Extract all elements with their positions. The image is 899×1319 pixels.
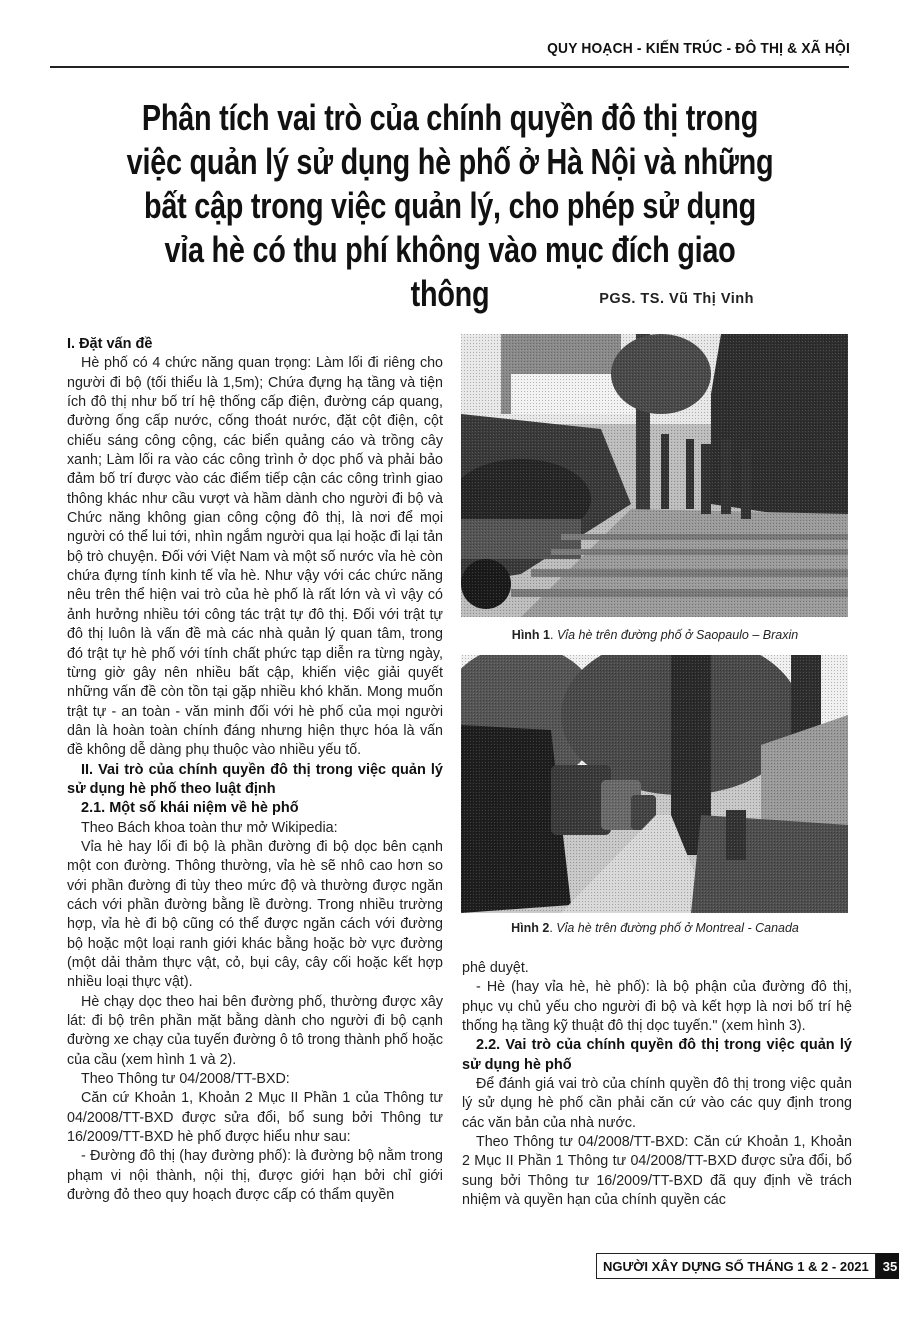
article-title: Phân tích vai trò của chính quyền đô thị trong việc quản lý sử dụng hè phố ở Hà Nội và những bất cập trong việc quản lý, cho phép sử dụng vỉa hè có thu phí không vào mục đích giao thông — [126, 97, 774, 314]
paragraph: phê duyệt. — [462, 960, 529, 976]
heading-section-1: I. Đặt vấn đề — [67, 336, 153, 352]
paragraph: Theo Thông tư 04/2008/TT-BXD: — [81, 1071, 290, 1088]
paragraph: Hè phố có 4 chức năng quan trọng: Làm lối đi riêng cho người đi bộ (tối thiểu là 1,5m); Chứa đựng hạ tầng và tiện ích đô thị như bố trí hệ thống cấp điện, đường cáp quang, đường ống cấp nước, cống thoát nước, đặt cột điện, cột chiếu sáng công cộng, các biển quảng cáo và trồng cây xanh; Làm lối ra vào các công trình ở dọc phố và phải bảo đảm bố trí được vào các điểm tiếp cận các công trình giao thông khác như cầu vượt và hầm dành cho người đi bộ và Chức năng không gian công cộng đô thị, là nơi để mọi người có thể lui tới, nhìn ngắm người qua lại hoặc đi lại tản bộ trò chuyện. Đối với Việt Nam và một số nước vỉa hè còn chứa đựng tính kinh tế vỉa hè. Như vậy với các chức năng nêu trên thể hiện vai trò của hè phố là rất lớn và vì vậy có ảnh hưởng nhiều tới công tác trật tự đô thị. Đối với trật tự đô thị luôn là vấn đề mà các nhà quản lý quan tâm, trong đó trật tự hè phố với tính chất phức tạp diễn ra từng ngày, từng giờ gây nên nhiều bất cập, khiến việc giải quyết những vấn đề còn tồn tại gặp nhiều khó khăn. Mong muốn trật tự - an toàn - văn minh đối với hè phố của mọi người dân là hoàn toàn chính đáng nhưng hiện thực hóa là vấn đề không dễ dàng phụ thuộc vào nhiều yếu tố. — [67, 355, 443, 759]
left-column — [67, 335, 443, 1205]
heading-subsection-2-1: 2.1. Một số khái niệm về hè phố — [81, 800, 299, 817]
right-column — [462, 959, 852, 1210]
figure-caption-text: Vỉa hè trên đường phố ở Saopaulo – Braxin — [556, 628, 799, 642]
figure-1-photo — [461, 334, 848, 617]
figure-caption-text: Vỉa hè trên đường phố ở Montreal - Canada — [556, 921, 799, 935]
section-header: QUY HOẠCH - KIẾN TRÚC - ĐÔ THỊ & XÃ HỘI — [547, 40, 850, 57]
tree-lined-sidewalk-image — [461, 655, 848, 913]
figure-2-photo — [461, 655, 848, 913]
paragraph: Căn cứ Khoản 1, Khoản 2 Mục II Phần 1 của Thông tư 04/2008/TT-BXD được sửa đổi, bổ sung bởi Thông tư 16/2009/TT-BXD hè phố được hiểu như sau: — [67, 1090, 443, 1146]
paragraph: Vỉa hè hay lối đi bộ là phần đường đi bộ dọc bên cạnh một con đường. Thông thường, vỉa hè sẽ nhô cao hơn so với phần đường đi tùy theo mức độ và thường được ngăn cách với phần đường bằng lề đường. Trong nhiều trường hợp, vỉa hè đi bộ cũng có thể được ngăn cách với đường bộ hoặc một loại ranh giới khác bằng hoặc bờ vực đường (một dải thảm thực vật, cỏ, bụi cây, cây cối hoặc kết hợp nhiều loại thực vật). — [67, 838, 443, 991]
figure-number: Hình 1 — [511, 628, 550, 642]
paragraph: Theo Thông tư 04/2008/TT-BXD: Căn cứ Khoản 1, Khoản 2 Mục II Phần 1 Thông tư 04/2008/TT-BXD được sửa đổi, bổ sung bởi Thông tư 16/2009/TT-BXD đã quy định về trách nhiệm và quyền hạn của chính quyền các — [462, 1134, 852, 1209]
header-divider — [50, 66, 849, 68]
page-number: 35 — [876, 1253, 899, 1279]
article-author: PGS. TS. Vũ Thị Vinh — [599, 291, 754, 307]
paragraph: Hè chạy dọc theo hai bên đường phố, thường được xây lát: đi bộ trên phần mặt bằng dành cho người đi bộ cạnh đường xe chạy của tuyến đường ô tô trong thành phố hoặc của cầu (xem hình 1 và 2). — [67, 993, 443, 1068]
page-footer — [596, 1253, 899, 1279]
figure-number: Hình 2 — [511, 921, 550, 935]
heading-subsection-2-2: 2.2. Vai trò của chính quyền đô thị trong việc quản lý sử dụng hè phố — [462, 1037, 852, 1073]
figure-2-caption: Hình 2. Vỉa hè trên đường phố ở Montreal - Canada — [511, 921, 799, 935]
paragraph: - Đường đô thị (hay đường phố): là đường bộ nằm trong phạm vi nội thành, nội thị, được giới hạn bởi chỉ giới đường đỏ theo quy hoạch được cấp có thẩm quyền — [67, 1148, 443, 1204]
sidewalk-photo-image — [461, 334, 848, 617]
paragraph: - Hè (hay vỉa hè, hè phố): là bộ phận của đường đô thị, phục vụ chủ yếu cho người đi bộ và kết hợp là nơi bố trí hệ thống hạ tầng kỹ thuật đô thị dọc tuyến." (xem hình 3). — [462, 979, 852, 1035]
figure-1-caption: Hình 1. Vỉa hè trên đường phố ở Saopaulo – Braxin — [511, 628, 799, 642]
paragraph: Theo Bách khoa toàn thư mở Wikipedia: — [81, 819, 338, 836]
heading-section-2: II. Vai trò của chính quyền đô thị trong việc quản lý sử dụng hè phố theo luật định — [67, 761, 443, 797]
publication-name: NGƯỜI XÂY DỰNG SỐ THÁNG 1 & 2 - 2021 — [596, 1253, 876, 1279]
paragraph: Để đánh giá vai trò của chính quyền đô thị trong việc quản lý sử dụng hè phố cần phải căn cứ vào các quy định trong các văn bản của nhà nước. — [462, 1076, 852, 1131]
